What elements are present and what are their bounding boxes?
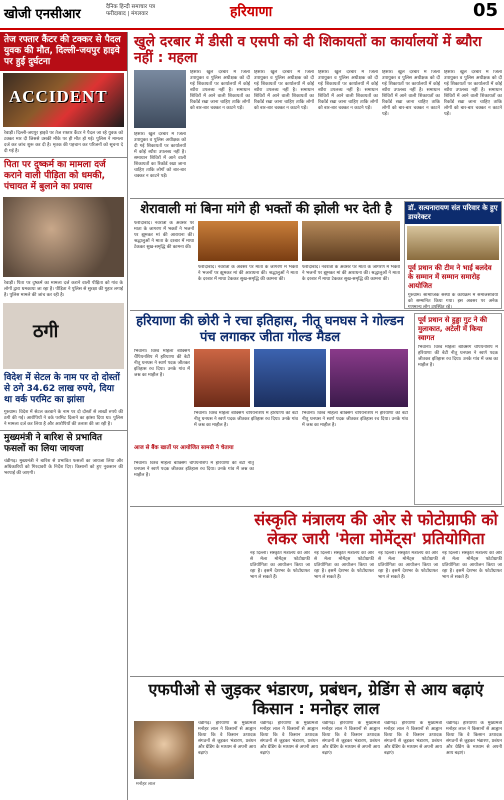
story3-col1: भिवानी। विश्व महिला बॉक्सिंग चैंपियनशिप में हरियाणा की बेटी नीतू घनघस ने स्वर्ण पदक जीतकर इतिहास रच दिया। उनके गांव में जश्न का माहौल है। bbox=[134, 349, 190, 378]
story5-col3: चंडीगढ़। हरियाणा के मुख्यमंत्री मनोहर लाल ने किसानों से आह्वान किया कि वे किसान उत्पादक संगठनों से जुड़कर भंडारण, प्रबंधन और ग्रेडिंग के माध्यम से अपनी आय बढ़ाएं। bbox=[322, 721, 380, 756]
main-headline-2: शेरावाली मां बिना मांगे ही भक्तों की झोली भर देती है bbox=[140, 202, 392, 217]
story1-block bbox=[130, 68, 504, 198]
story4-col3: नई दिल्ली। संस्कृति मंत्रालय की ओर से मेला मोमेंट्स फोटोग्राफी प्रतियोगिता का आयोजन किया जा रहा है। इसमें देशभर के फोटोग्राफर भाग ले सकते हैं। bbox=[378, 551, 438, 580]
story3b-text: भिवानी। विश्व महिला बॉक्सिंग चैंपियनशिप में हरियाणा की बेटी नीतू घनघस ने स्वर्ण पदक जीतकर इतिहास रच दिया। उनके गांव में जश्न का माहौल है। bbox=[134, 461, 254, 478]
story3-col3: भिवानी। विश्व महिला बॉक्सिंग चैंपियनशिप में हरियाणा की बेटी नीतू घनघस ने स्वर्ण पदक जीतकर इतिहास रच दिया। उनके गांव में जश्न का माहौल है। bbox=[302, 411, 408, 428]
sidebar-1-photo bbox=[407, 226, 499, 260]
left-story4-headline: मुख्यमंत्री ने बारिश से प्रभावित फसलों का लिया जायजा bbox=[4, 433, 103, 454]
sidebar-2-text: भिवानी। विश्व महिला बॉक्सिंग चैंपियनशिप में हरियाणा की बेटी नीतू घनघस ने स्वर्ण पदक जीतकर इतिहास रच दिया। उनके गांव में जश्न का माहौल है। bbox=[418, 345, 498, 368]
masthead-meta-line2: फरीदाबाद | मंगलवार bbox=[106, 11, 148, 17]
story1-col6: हिसार। खुले दरबार में जिला उपायुक्त व पुलिस अधीक्षक को दी गई शिकायतों पर कार्यालयों में कोई ब्यौरा उपलब्ध नहीं है। समाधान शिविरों में आने वाली शिकायतों का रिकॉर्ड रखा जाना चाहिए ताकि लोगों को बार-बार चक्कर न काटने पड़ें। bbox=[444, 70, 502, 117]
boxer-photo-3 bbox=[330, 349, 408, 407]
masthead bbox=[0, 0, 504, 30]
masthead-meta-line1: दैनिक हिन्दी समाचार पत्र bbox=[106, 4, 156, 10]
left-story3-text: गुरुग्राम। विदेश में सेटल करवाने के नाम पर दो दोस्तों से लाखों रुपये की ठगी की गई। आरोपियों ने वर्क परमिट दिलाने का झांसा दिया था। पुलिस ने मामला दर्ज कर लिया है और आरोपियों की तलाश की जा रही है। bbox=[4, 410, 123, 427]
boxer-photo-1 bbox=[194, 349, 250, 407]
left-story1-text: रेवाड़ी। दिल्ली-जयपुर हाइवे पर तेज रफ्तार कैंटर ने पैदल जा रहे युवक को टक्कर मार दी जिससे उसकी मौके पर ही मौत हो गई। पुलिस ने मामला दर्ज कर जांच शुरू कर दी है। मृतक की पहचान कर परिजनों को सूचना दे दी गई है। bbox=[4, 131, 123, 154]
page-number: 05 bbox=[472, 0, 498, 21]
sidebar-box-2 bbox=[414, 313, 502, 505]
boxer-photo-2 bbox=[254, 349, 326, 407]
story5-col1: चंडीगढ़। हरियाणा के मुख्यमंत्री मनोहर लाल ने किसानों से आह्वान किया कि वे किसान उत्पादक संगठनों से जुड़कर भंडारण, प्रबंधन और ग्रेडिंग के माध्यम से अपनी आय बढ़ाएं। bbox=[198, 721, 256, 756]
left-story2-headline: पिता पर दुष्कर्म का मामला दर्ज कराने वाली पीड़िता को धमकी, पंचायत में बुलाने का प्रयास bbox=[4, 160, 106, 192]
left-story4-text: चंडीगढ़। मुख्यमंत्री ने बारिश से प्रभावित फसलों का जायजा लिया और अधिकारियों को गिरदावरी के निर्देश दिए। किसानों को हुए नुकसान की भरपाई की जाएगी। bbox=[4, 459, 123, 476]
story4-col4: नई दिल्ली। संस्कृति मंत्रालय की ओर से मेला मोमेंट्स फोटोग्राफी प्रतियोगिता का आयोजन किया जा रहा है। इसमें देशभर के फोटोग्राफर भाग ले सकते हैं। bbox=[442, 551, 502, 580]
fraud-photo-label: ठगी bbox=[33, 321, 59, 342]
sidebar-1-text: गुरुग्राम। सामाजिक संस्था के कार्यक्रम में समाजसेवियों को सम्मानित किया गया। इस अवसर पर अनेक गणमान्य लोग उपस्थित रहे। bbox=[408, 293, 498, 310]
story3b-headline: आज से बैंक खातों पर आयोजित सामग्री ने चेताया bbox=[134, 445, 234, 451]
victim-photo bbox=[3, 197, 124, 277]
story1-col1: हिसार। खुले दरबार में जिला उपायुक्त व पुलिस अधीक्षक को दी गई शिकायतों पर कार्यालयों में कोई ब्यौरा उपलब्ध नहीं है। समाधान शिविरों में आने वाली शिकायतों का रिकॉर्ड रखा जाना चाहिए ताकि लोगों को बार-बार चक्कर न काटने पड़ें। bbox=[134, 132, 186, 179]
story1-col4: हिसार। खुले दरबार में जिला उपायुक्त व पुलिस अधीक्षक को दी गई शिकायतों पर कार्यालयों में कोई ब्यौरा उपलब्ध नहीं है। समाधान शिविरों में आने वाली शिकायतों का रिकॉर्ड रखा जाना चाहिए ताकि लोगों को बार-बार चक्कर न काटने पड़ें। bbox=[318, 70, 378, 111]
story4-col1: नई दिल्ली। संस्कृति मंत्रालय की ओर से मेला मोमेंट्स फोटोग्राफी प्रतियोगिता का आयोजन किया जा रहा है। इसमें देशभर के फोटोग्राफर भाग ले सकते हैं। bbox=[250, 551, 310, 580]
accident-photo bbox=[3, 73, 124, 127]
story1-col3: हिसार। खुले दरबार में जिला उपायुक्त व पुलिस अधीक्षक को दी गई शिकायतों पर कार्यालयों में कोई ब्यौरा उपलब्ध नहीं है। समाधान शिविरों में आने वाली शिकायतों का रिकॉर्ड रखा जाना चाहिए ताकि लोगों को बार-बार चक्कर न काटने पड़ें। bbox=[254, 70, 314, 111]
main-headline-3: हरियाणा की छोरी ने रचा इतिहास, नीतू घनघस ने गोल्डन पंच लगाकर जीता गोल्ड मैडल bbox=[136, 314, 404, 345]
cm-portrait-caption: मनोहर लाल bbox=[136, 782, 156, 787]
story3-col2: भिवानी। विश्व महिला बॉक्सिंग चैंपियनशिप में हरियाणा की बेटी नीतू घनघस ने स्वर्ण पदक जीतकर इतिहास रच दिया। उनके गांव में जश्न का माहौल है। bbox=[194, 411, 298, 428]
sidebar-1-title: डॉ. सत्यनारायण संत परिवार के हुए डायरेक्टर bbox=[405, 202, 501, 224]
story5-col5: चंडीगढ़। हरियाणा के मुख्यमंत्री मनोहर लाल ने किसानों से आह्वान किया कि वे किसान उत्पादक संगठनों से जुड़कर भंडारण, प्रबंधन और ग्रेडिंग के माध्यम से अपनी आय बढ़ाएं। bbox=[446, 721, 502, 756]
sidebar-box-1 bbox=[404, 201, 502, 309]
story1-col2: हिसार। खुले दरबार में जिला उपायुक्त व पुलिस अधीक्षक को दी गई शिकायतों पर कार्यालयों में कोई ब्यौरा उपलब्ध नहीं है। समाधान शिविरों में आने वाली शिकायतों का रिकॉर्ड रखा जाना चाहिए ताकि लोगों को बार-बार चक्कर न काटने पड़ें। bbox=[190, 70, 250, 111]
masthead-meta bbox=[106, 4, 236, 18]
story2-col3: फरीदाबाद। नवरात्रों के अवसर पर माता के जागरण में भक्तों ने भजनों पर झूमकर मां की आराधना की। श्रद्धालुओं ने माता के दरबार में माथा टेककर सुख-समृद्धि की कामना की। bbox=[302, 265, 400, 282]
story5-col2: चंडीगढ़। हरियाणा के मुख्यमंत्री मनोहर लाल ने किसानों से आह्वान किया कि वे किसान उत्पादक संगठनों से जुड़कर भंडारण, प्रबंधन और ग्रेडिंग के माध्यम से अपनी आय बढ़ाएं। bbox=[260, 721, 318, 756]
story2-block bbox=[130, 198, 504, 310]
story2-col2: फरीदाबाद। नवरात्रों के अवसर पर माता के जागरण में भक्तों ने भजनों पर झूमकर मां की आराधना की। श्रद्धालुओं ने माता के दरबार में माथा टेककर सुख-समृद्धि की कामना की। bbox=[198, 265, 298, 282]
section-title: हरियाणा bbox=[230, 4, 273, 20]
left-column bbox=[0, 32, 128, 800]
main-headline-5: एफपीओ से जुड़कर भंडारण, प्रबंधन, ग्रेडिंग से आय बढ़ाएं किसान : मनोहर लाल bbox=[148, 680, 484, 718]
story4-col2: नई दिल्ली। संस्कृति मंत्रालय की ओर से मेला मोमेंट्स फोटोग्राफी प्रतियोगिता का आयोजन किया जा रहा है। इसमें देशभर के फोटोग्राफर भाग ले सकते हैं। bbox=[314, 551, 374, 580]
story5-block bbox=[130, 676, 504, 800]
left-story2-text: रेवाड़ी। पिता पर दुष्कर्म का मामला दर्ज कराने वाली पीड़िता को गांव के लोगों द्वारा धमकाया जा रहा है। पीड़िता ने पुलिस से सुरक्षा की गुहार लगाई है। पुलिस मामले की जांच कर रही है। bbox=[4, 281, 123, 298]
jagran-photo-1 bbox=[198, 221, 298, 261]
story1-portrait-photo bbox=[134, 70, 186, 128]
main-area bbox=[130, 32, 504, 800]
story2-col1: फरीदाबाद। नवरात्रों के अवसर पर माता के जागरण में भक्तों ने भजनों पर झूमकर मां की आराधना की। श्रद्धालुओं ने माता के दरबार में माथा टेककर सुख-समृद्धि की कामना की। bbox=[134, 221, 194, 250]
sidebar-1-subheadline: पूर्व प्रधान की टीम ने भाई बलदेव के सम्मान में सम्मान समारोह आयोजित bbox=[408, 264, 492, 290]
left-top-headline: तेज रफ्तार कैंटर की टक्कर से पैदल युवक की मौत, दिल्ली-जयपुर हाइवे पर हुई दुर्घटना bbox=[0, 32, 127, 71]
jagran-photo-2 bbox=[302, 221, 400, 261]
story4-block bbox=[130, 506, 504, 676]
story3-block bbox=[130, 310, 504, 506]
main-headline-4: संस्कृति मंत्रालय की ओर से फोटोग्राफी को लेकर जारी 'मेला मोमेंट्स' प्रतियोगिता bbox=[254, 510, 498, 548]
main-headline-1: खुले दरबार में डीसी व एसपी को दी शिकायतों का कार्यालयों में ब्यौरा नहीं : महला bbox=[134, 34, 482, 66]
newspaper-logo: खोजी एनसीआर bbox=[4, 7, 81, 22]
accident-photo-label: ACCIDENT bbox=[9, 87, 108, 106]
left-story3-headline: विदेश में सेटल के नाम पर दो दोस्तों से ठगे 34.62 लाख रुपये, दिया था वर्क परमिट का झांसा bbox=[4, 373, 120, 405]
sidebar-2-subheadline: पूर्व प्रधान से हुड्डा गुट ने की मुलाकात, अटेली में किया स्वागत bbox=[418, 316, 488, 342]
story5-col4: चंडीगढ़। हरियाणा के मुख्यमंत्री मनोहर लाल ने किसानों से आह्वान किया कि वे किसान उत्पादक संगठनों से जुड़कर भंडारण, प्रबंधन और ग्रेडिंग के माध्यम से अपनी आय बढ़ाएं। bbox=[384, 721, 442, 756]
fraud-photo bbox=[3, 303, 124, 369]
cm-portrait-photo bbox=[134, 721, 194, 779]
story1-col5: हिसार। खुले दरबार में जिला उपायुक्त व पुलिस अधीक्षक को दी गई शिकायतों पर कार्यालयों में कोई ब्यौरा उपलब्ध नहीं है। समाधान शिविरों में आने वाली शिकायतों का रिकॉर्ड रखा जाना चाहिए ताकि लोगों को बार-बार चक्कर न काटने पड़ें। bbox=[382, 70, 440, 117]
